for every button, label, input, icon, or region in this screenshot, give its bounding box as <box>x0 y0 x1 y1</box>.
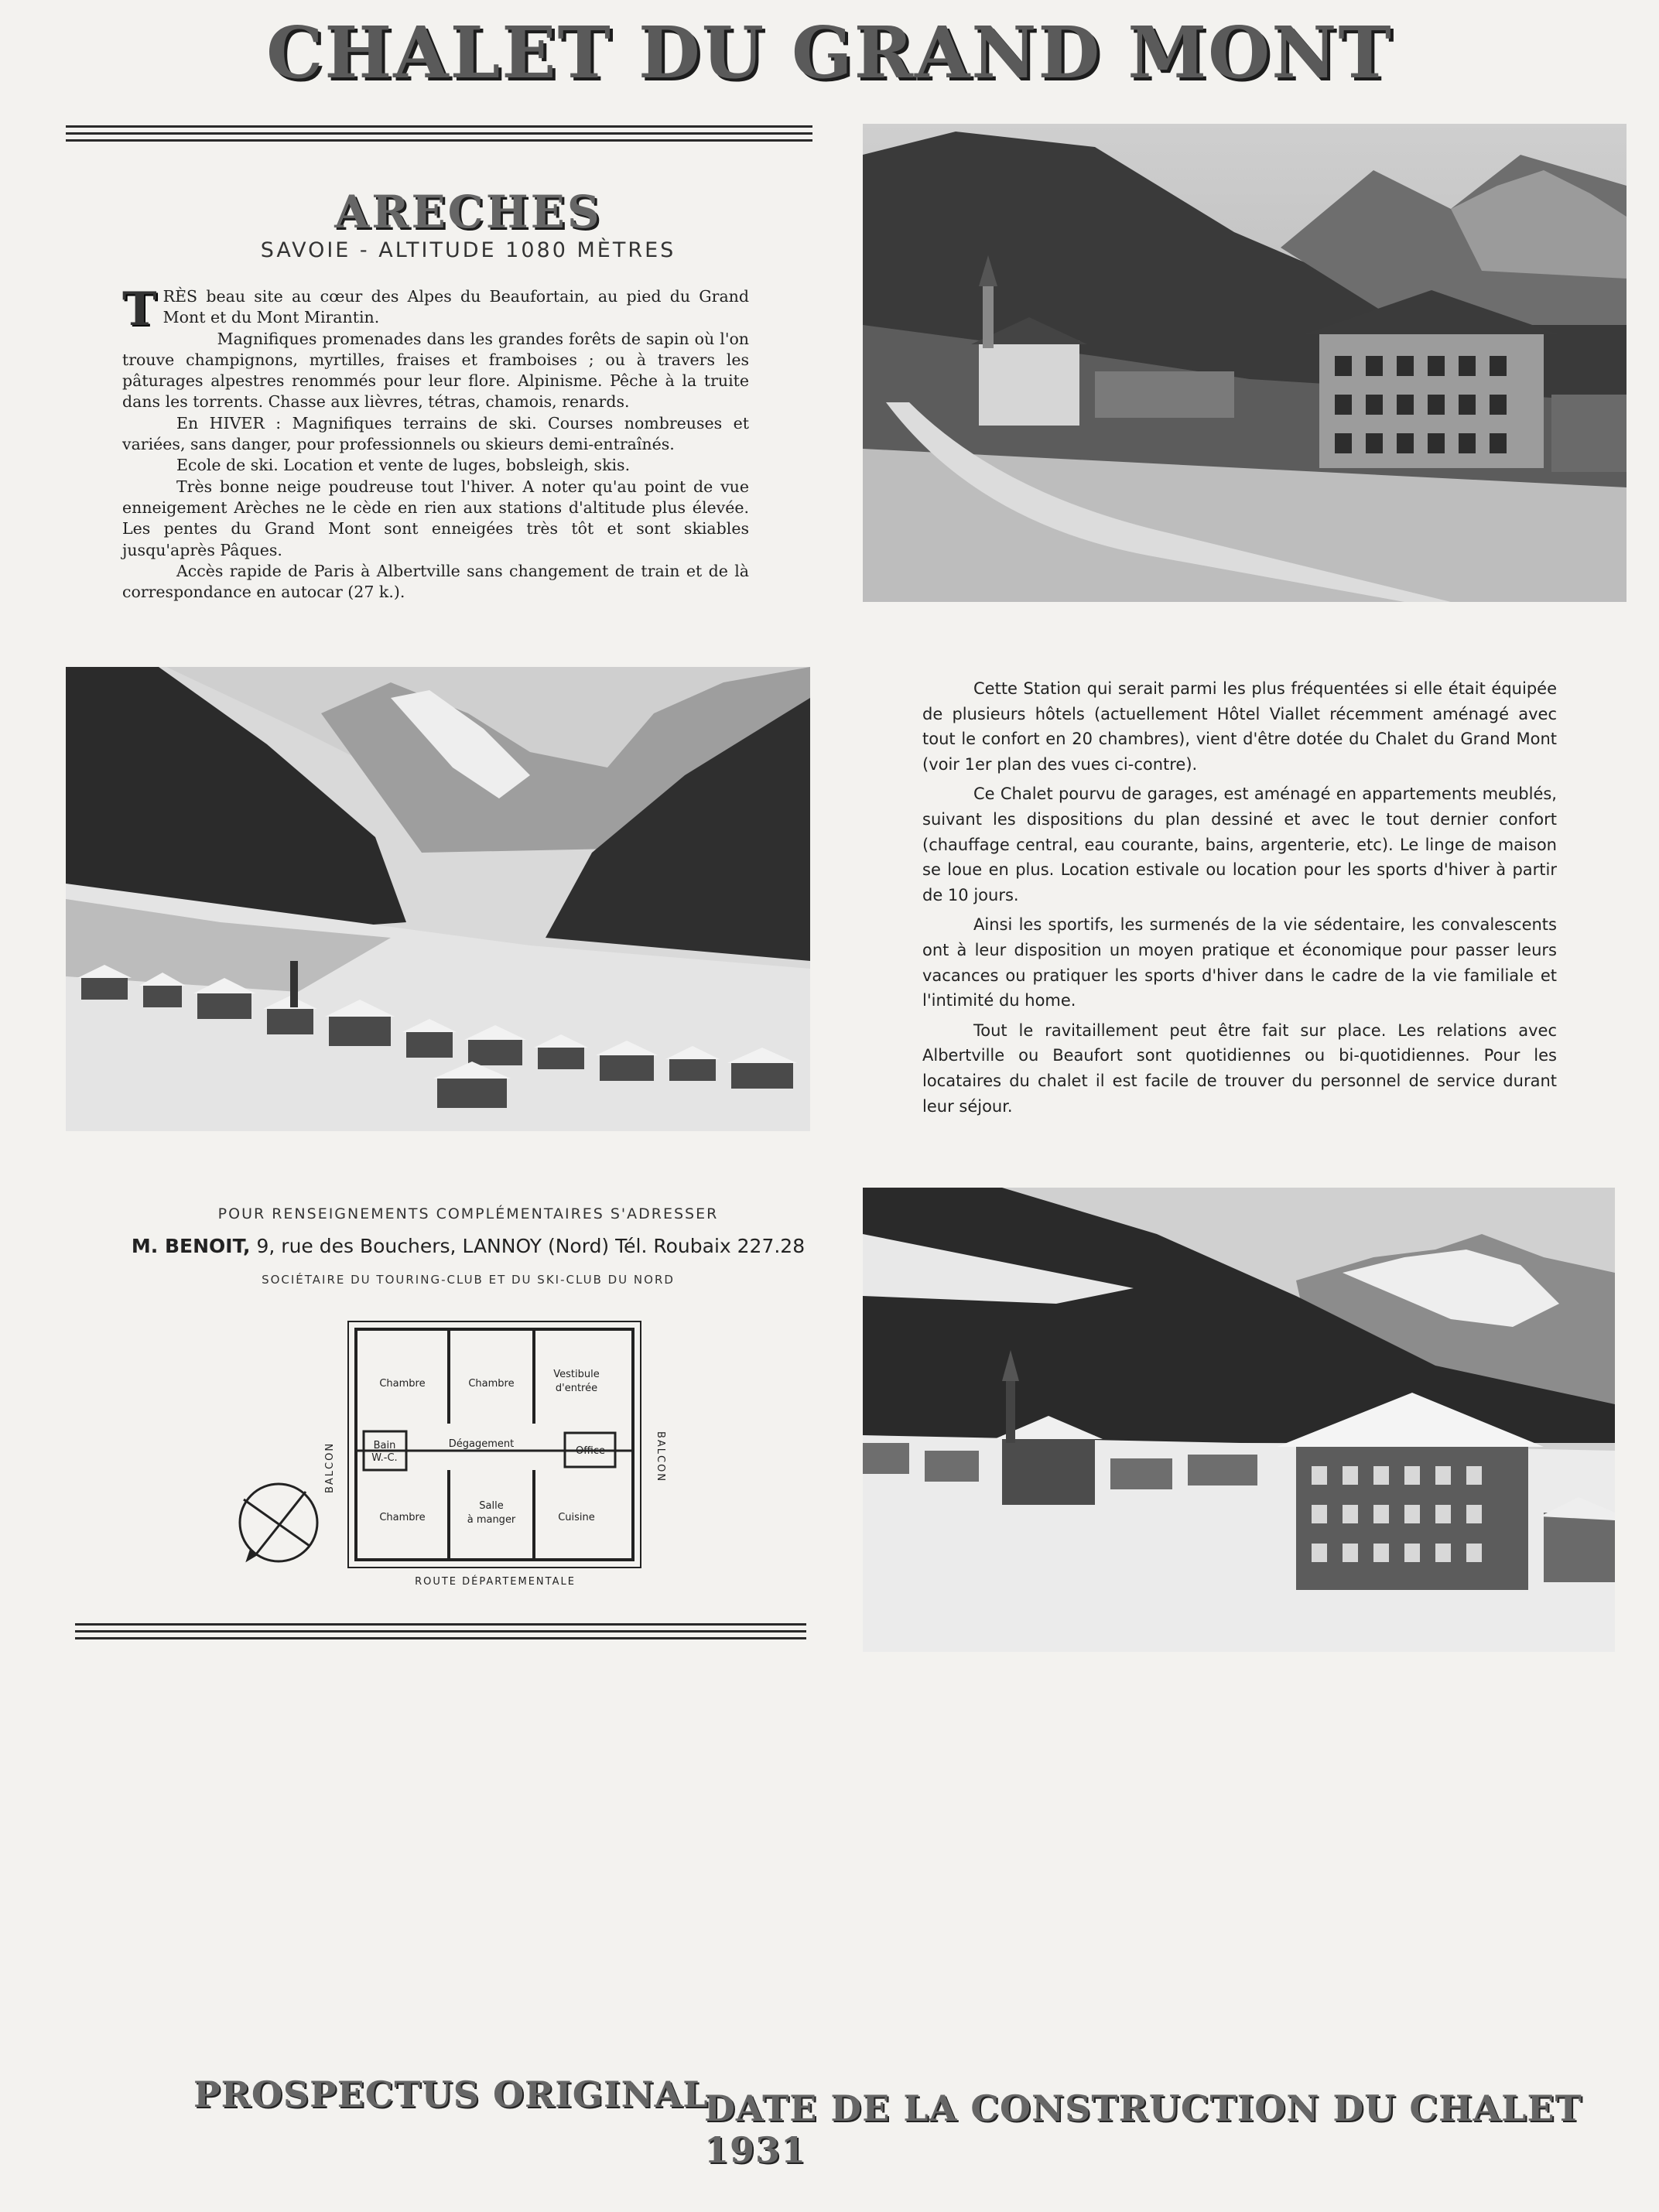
footer-prospectus-label: PROSPECTUS ORIGINAL <box>193 2074 709 2115</box>
photo-chalet-summer <box>863 124 1627 602</box>
room-label: Chambre <box>379 1378 426 1390</box>
photo-village-winter <box>66 667 810 1131</box>
room-label: Cuisine <box>558 1512 595 1523</box>
decorative-rule-bottom <box>75 1623 806 1640</box>
room-label: Office <box>576 1445 605 1457</box>
photo-chalet-winter <box>863 1188 1615 1652</box>
contact-membership: SOCIÉTAIRE DU TOURING-CLUB ET DU SKI-CLUB DU NORD <box>262 1273 675 1287</box>
room-label: d'entrée <box>555 1383 598 1394</box>
areches-heading: ARECHES <box>334 186 602 238</box>
drop-cap: T <box>122 282 157 337</box>
room-label: Chambre <box>468 1378 515 1390</box>
contact-address <box>66 1235 871 1257</box>
areches-subtitle: SAVOIE - ALTITUDE 1080 MÈTRES <box>260 238 676 262</box>
description-paragraph: Cette Station qui serait parmi les plus fréquentées si elle était équipée de plusieurs hôtels (actuellement Hôtel Viallet récemment aménagé avec tout le confort en 20 chambres), vient d'être dotée du Chalet du Grand Mont (voir 1er plan des vues ci-contre). <box>922 679 1557 774</box>
description-paragraph: Ainsi les sportifs, les surmenés de la vie sédentaire, les convalescents ont à leur disposition un moyen pratique et économique pour passer leurs vacances ou pratiquer les sports d'hiver dans le cadre de la vie familiale et l'intimité du home. <box>922 915 1557 1010</box>
description-paragraph: Ce Chalet pourvu de garages, est aménagé en appartements meublés, suivant les dispositions du plan dessiné et avec le tout dernier confort (chauffage central, eau courante, bains, argenterie, etc). Le linge de maison se loue en plus. Location estivale ou location pour les sports d'hiver à partir de 10 jours. <box>922 785 1557 904</box>
chalet-description-text <box>922 676 1557 1123</box>
compass-icon <box>240 1484 317 1561</box>
contact-address-text: 9, rue des Bouchers, LANNOY (Nord) Tél. Roubaix 227.28 <box>250 1235 806 1257</box>
contact-name: M. BENOIT, <box>131 1235 251 1257</box>
room-label: W.-C. <box>371 1452 398 1464</box>
room-label: Salle <box>479 1500 504 1512</box>
contact-intro: POUR RENSEIGNEMENTS COMPLÉMENTAIRES S'ADRESSER <box>217 1205 719 1222</box>
footer-construction-date: DATE DE LA CONSTRUCTION DU CHALET 1931 <box>704 2087 1582 2171</box>
room-label: Bain <box>373 1440 396 1451</box>
intro-paragraph: Très bonne neige poudreuse tout l'hiver. A noter qu'au point de vue enneigement Arèches ne le cède en rien aux stations d'altitude plus élevée. Les pentes du Grand Mont sont enneigées très tôt et sont skiables jusqu'après Pâques. <box>122 477 749 559</box>
intro-paragraph: Ecole de ski. Location et vente de luges, bobsleigh, skis. <box>176 456 631 475</box>
decorative-rule-top <box>66 125 812 142</box>
room-label: Chambre <box>379 1512 426 1523</box>
room-label: à manger <box>467 1514 516 1526</box>
room-label: Dégagement <box>448 1438 515 1450</box>
intro-paragraph: En HIVER : Magnifiques terrains de ski. Courses nombreuses et variées, sans danger, pour professionnels ou skieurs demi-entraînés. <box>122 413 749 454</box>
intro-paragraph: Accès rapide de Paris à Albertville sans changement de train et de là correspondance en autocar (27 k.). <box>122 561 749 602</box>
room-label: Vestibule <box>553 1369 600 1380</box>
road-label: ROUTE DÉPARTEMENTALE <box>415 1576 576 1588</box>
intro-paragraph: Magnifiques promenades dans les grandes forêts de sapin où l'on trouve champignons, myrtilles, fraises et framboises ; ou à travers les pâturages alpestres renommés pour leur flore. Alpinisme. Pêche à la truite dans les torrents. Chasse aux lièvres, tétras, chamois, renards. <box>122 329 749 412</box>
page-title: CHALET DU GRAND MONT <box>266 11 1393 94</box>
balcony-label: BALCON <box>655 1431 666 1483</box>
intro-paragraph: TRÈS beau site au cœur des Alpes du Beaufortain, au pied du Grand Mont et du Mont Mirantin. <box>122 282 749 337</box>
floor-plan <box>217 1315 681 1602</box>
areches-intro-text <box>122 282 749 603</box>
balcony-label: BALCON <box>324 1441 336 1493</box>
description-paragraph: Tout le ravitaillement peut être fait sur place. Les relations avec Albertville ou Beaufort sont quotidiennes ou bi-quotidiennes. Pour les locataires du chalet il est facile de trouver du personnel de service durant leur séjour. <box>922 1021 1557 1116</box>
